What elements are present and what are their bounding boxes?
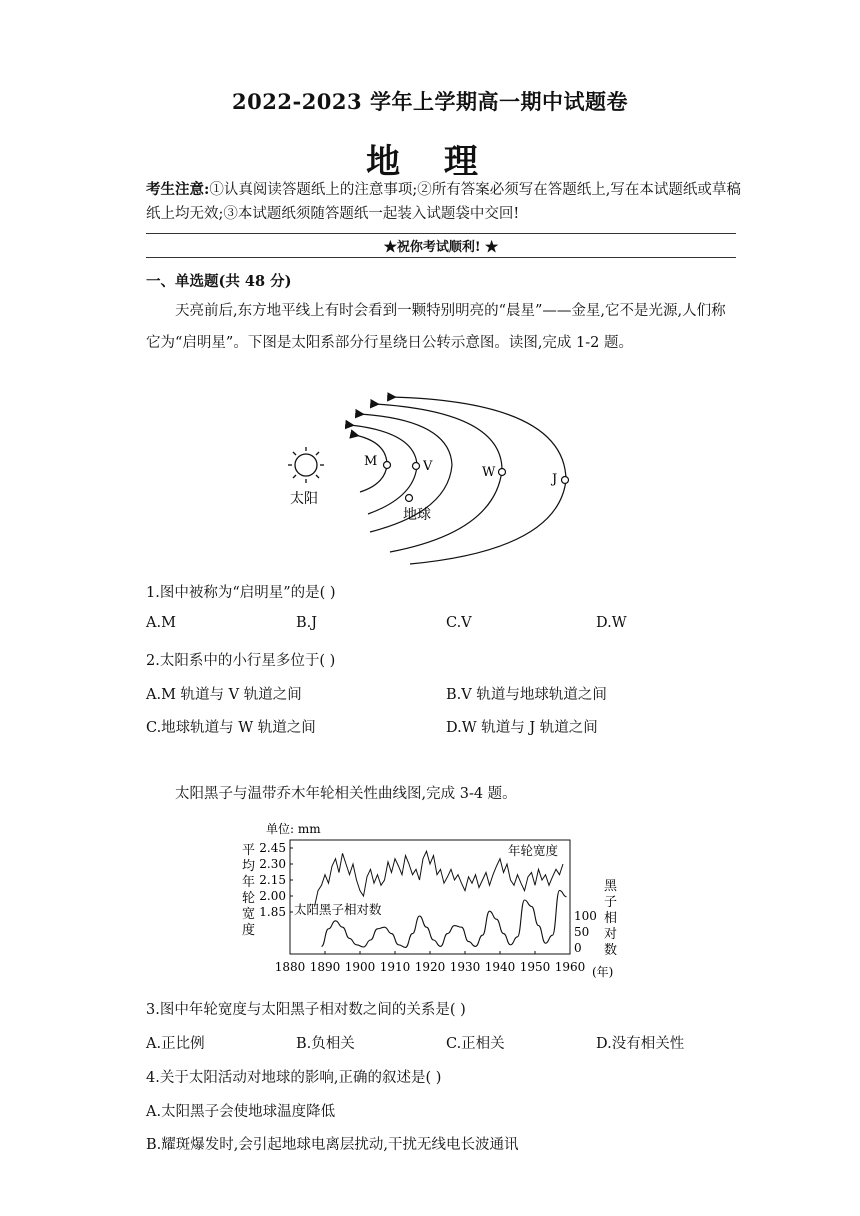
label-j: J xyxy=(552,472,558,487)
series-line-sunspot xyxy=(322,890,567,947)
y-axis-left-label-char: 年 xyxy=(242,875,256,890)
series-label-tree-ring: 年轮宽度 xyxy=(508,843,559,858)
label-m: M xyxy=(364,454,378,469)
question-1-stem: 1.图中被称为“启明星”的是( ) xyxy=(146,585,336,601)
y-axis-right-label-char: 对 xyxy=(604,927,618,942)
q3-option-d: D.没有相关性 xyxy=(596,1036,685,1052)
sunspot-treering-chart xyxy=(236,818,640,980)
x-tick-label: 1930 xyxy=(449,960,481,974)
y-left-tick-label: 2.45 xyxy=(259,841,286,855)
planet-j-icon xyxy=(562,477,569,484)
q4-option-a: A.太阳黑子会使地球温度降低 xyxy=(146,1104,336,1120)
question-3-stem: 3.图中年轮宽度与太阳黑子相对数之间的关系是( ) xyxy=(146,1002,466,1018)
question-4-stem: 4.关于太阳活动对地球的影响,正确的叙述是( ) xyxy=(146,1070,442,1086)
q2-option-c: C.地球轨道与 W 轨道之间 xyxy=(146,720,316,736)
good-luck-banner: ★祝你考试顺利! ★ xyxy=(383,240,499,255)
series-label-sunspot: 太阳黑子相对数 xyxy=(294,902,382,917)
q3-option-c: C.正相关 xyxy=(446,1036,505,1052)
q1-option-a: A.M xyxy=(146,615,176,631)
q2-option-b: B.V 轨道与地球轨道之间 xyxy=(446,687,607,703)
chart-unit-label: 单位: mm xyxy=(266,822,321,836)
section-heading: 一、单选题(共 48 分) xyxy=(146,273,292,290)
planet-w-icon xyxy=(499,469,506,476)
q3-option-a: A.正比例 xyxy=(146,1036,205,1052)
planet-v-icon xyxy=(413,463,420,470)
y-axis-left-label-char: 平 xyxy=(242,843,256,858)
bottom-rule xyxy=(146,257,736,258)
y-left-tick-label: 2.15 xyxy=(259,873,286,887)
top-rule xyxy=(146,233,736,234)
y-left-tick-label: 2.00 xyxy=(259,889,286,903)
y-right-tick-label: 50 xyxy=(574,925,590,939)
y-axis-left-label-char: 轮 xyxy=(242,891,256,906)
label-v: V xyxy=(423,459,433,474)
y-axis-left-label xyxy=(242,843,255,938)
exam-notice xyxy=(146,178,746,226)
planet-earth-icon xyxy=(406,495,413,502)
y-axis-left-label-char: 均 xyxy=(242,859,256,874)
y-axis-right-label-char: 数 xyxy=(604,943,618,958)
y-left-tick-label: 1.85 xyxy=(259,905,286,919)
notice-text: ①认真阅读答题纸上的注意事项;②所有答案必须写在答题纸上,写在本试题纸或草稿纸上均无效;③本试题纸须随答题纸一起装入试题袋中交回! xyxy=(146,182,741,222)
q2-option-d: D.W 轨道与 J 轨道之间 xyxy=(446,720,598,736)
solar-system-diagram xyxy=(280,392,580,568)
y-axis-left-label-char: 宽 xyxy=(242,907,256,922)
y-axis-right-label-char: 相 xyxy=(604,911,618,926)
x-tick-label: 1900 xyxy=(344,960,376,974)
q1-option-d: D.W xyxy=(596,615,627,631)
sun-label: 太阳 xyxy=(290,491,318,507)
exam-title: 2022-2023 学年上学期高一期中试题卷 xyxy=(232,89,628,114)
y-axis-right-label-char: 子 xyxy=(604,895,618,910)
intro-paragraph-1: 天亮前后,东方地平线上有时会看到一颗特别明亮的“晨星”——金星,它不是光源,人们称它为“启明星”。下图是太阳系部分行星绕日公转示意图。读图,完成 1-2 题。 xyxy=(146,303,726,351)
y-axis-right-label-char: 黑 xyxy=(604,879,618,894)
q2-option-a: A.M 轨道与 V 轨道之间 xyxy=(146,687,302,703)
intro-paragraph-2: 太阳黑子与温带乔木年轮相关性曲线图,完成 3-4 题。 xyxy=(175,786,517,802)
series-line-tree-ring xyxy=(315,851,564,907)
x-tick-label: 1910 xyxy=(379,960,411,974)
y-right-tick-label: 0 xyxy=(574,941,582,955)
planet-m-icon xyxy=(384,462,391,469)
x-tick-label: 1880 xyxy=(274,960,306,974)
y-axis-left-label-char: 度 xyxy=(242,923,256,938)
question-2-stem: 2.太阳系中的小行星多位于( ) xyxy=(146,653,336,669)
x-tick-label: 1920 xyxy=(414,960,446,974)
q1-option-b: B.J xyxy=(296,615,318,631)
subject-title: 地 理 xyxy=(366,142,494,182)
q3-option-b: B.负相关 xyxy=(296,1036,355,1052)
x-axis-unit: (年) xyxy=(592,965,614,979)
x-tick-label: 1950 xyxy=(519,960,551,974)
q4-option-b: B.耀斑爆发时,会引起地球电离层扰动,干扰无线电长波通讯 xyxy=(146,1137,519,1153)
notice-label: 考生注意: xyxy=(146,181,210,198)
q1-option-c: C.V xyxy=(446,615,472,631)
earth-label: 地球 xyxy=(403,507,431,523)
x-tick-label: 1890 xyxy=(309,960,341,974)
x-tick-label: 1940 xyxy=(484,960,516,974)
y-right-tick-label: 100 xyxy=(574,909,597,923)
orbit-j xyxy=(392,397,566,564)
x-tick-label: 1960 xyxy=(554,960,586,974)
y-axis-right-label xyxy=(604,879,618,958)
sun-icon xyxy=(288,447,324,483)
label-w: W xyxy=(482,465,496,480)
y-left-tick-label: 2.30 xyxy=(259,857,286,871)
